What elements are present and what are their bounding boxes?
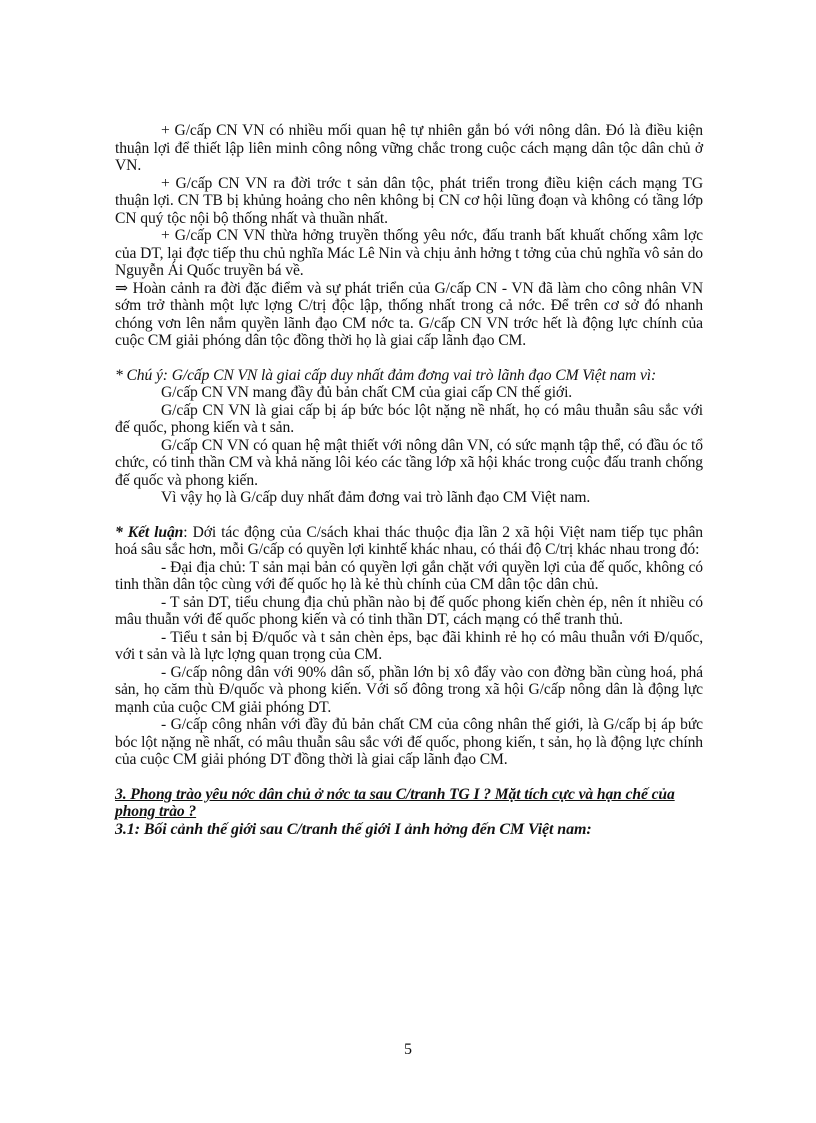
- list-item: - Tiểu t sản bị Đ/quốc và t sản chèn ẻps, bạc đãi khinh rẻ họ có mâu thuẫn với Đ/quốc, với t sản và là lực lợng quan trọng của CM.: [115, 628, 703, 663]
- note-heading: * Chú ý: G/cấp CN VN là giai cấp duy nhất đảm đơng vai trò lãnh đạo CM Việt nam vì:: [115, 366, 657, 384]
- list-item: - T sản DT, tiểu chung địa chủ phần nào bị đế quốc phong kiến chèn ép, nên ít nhiều có mâu thuẫn với đế quốc phong kiến và có tinh thần DT, cách mạng có thể tranh thủ.: [115, 593, 703, 628]
- conclusion-paragraph: [115, 524, 703, 559]
- document-body: [115, 122, 703, 838]
- section-heading: 3. Phong trào yêu nớc dân chủ ở nớc ta sau C/tranh TG I ? Mặt tích cực và hạn chế của phong trào ?: [115, 785, 675, 820]
- paragraph: G/cấp CN VN mang đầy đủ bản chất CM của giai cấp CN thế giới.: [161, 384, 573, 401]
- conclusion-label: * Kết luận: [115, 523, 184, 541]
- paragraph: G/cấp CN VN có quan hệ mật thiết với nông dân VN, có sức mạnh tập thể, có đầu óc tổ chức, có tinh thần CM và khả năng lôi kéo các tầng lớp xã hội khác trong cuộc đấu tranh chống đế quốc và phong kiến.: [115, 436, 703, 489]
- conclusion-text: : Dới tác động của C/sách khai thác thuộc địa lần 2 xã hội Việt nam tiếp tục phân hoá sâu sắc hơn, mỗi G/cấp có quyền lợi kinhtế khác nhau, có thái độ C/trị khác nhau trong đó:: [115, 523, 703, 558]
- paragraph: + G/cấp CN VN ra đời trớc t sản dân tộc, phát triển trong điều kiện cách mạng TG thuận lợi. CN TB bị khủng hoảng cho nên không bị CN cơ hội lũng đoạn và không có tầng lớp CN quý tộc nội bộ thống nhất và thuần nhất.: [115, 174, 703, 227]
- subsection-heading: 3.1: Bối cảnh thế giới sau C/tranh thế giới I ảnh hởng đến CM Việt nam:: [115, 820, 592, 838]
- paragraph: + G/cấp CN VN thừa hởng truyền thống yêu nớc, đấu tranh bất khuất chống xâm lợc của DT, lại đợc tiếp thu chủ nghĩa Mác Lê Nin và chịu ảnh hởng t tởng của chủ nghĩa vô sản do Nguyễn Ái Quốc truyền bá về.: [115, 227, 703, 279]
- list-item: - G/cấp công nhân với đầy đủ bản chất CM của công nhân thế giới, là G/cấp bị áp bức bóc lột nặng nề nhất, có mâu thuẫn sâu sắc với đế quốc, phong kiến, t sản, họ là động lực chính của cuộc CM giải phóng DT đồng thời là giai cấp lãnh đạo CM.: [115, 716, 703, 768]
- paragraph: + G/cấp CN VN có nhiều mối quan hệ tự nhiên gắn bó với nông dân. Đó là điều kiện thuận lợi để thiết lập liên minh công nông vững chắc trong cuộc cách mạng dân tộc dân chủ ở VN.: [115, 122, 703, 174]
- list-item: - G/cấp nông dân với 90% dân số, phần lớn bị xô đẩy vào con đờng bần cùng hoá, phá sản, họ căm thù Đ/quốc và phong kiến. Với số đông trong xã hội G/cấp nông dân là động lực mạnh của cuộc CM giải phóng DT.: [115, 663, 703, 716]
- paragraph: G/cấp CN VN là giai cấp bị áp bức bóc lột nặng nề nhất, họ có mâu thuẫn sâu sắc với đế quốc, phong kiến và t sản.: [115, 401, 703, 436]
- paragraph-conclusion: ⇒ Hoàn cảnh ra đời đặc điểm và sự phát triển của G/cấp CN - VN đã làm cho công nhân VN sớm trở thành một lực lợng C/trị độc lập, thống nhất trong cả nớc. Để trên cơ sở đó nhanh chóng vơn lên nắm quyền lãnh đạo CM nớc ta. G/cấp CN VN trớc hết là động lực chính của cuộc CM giải phóng dân tộc đồng thời họ là giai cấp lãnh đạo CM.: [115, 279, 703, 349]
- paragraph: Vì vậy họ là G/cấp duy nhất đảm đơng vai trò lãnh đạo CM Việt nam.: [161, 489, 591, 506]
- list-item: - Đại địa chủ: T sản mại bản có quyền lợi gắn chặt với quyền lợi của đế quốc, không có tinh thần dân tộc cùng với đế quốc họ là kẻ thù chính của CM dân tộc dân chủ.: [115, 558, 703, 593]
- page-number: 5: [404, 1041, 412, 1058]
